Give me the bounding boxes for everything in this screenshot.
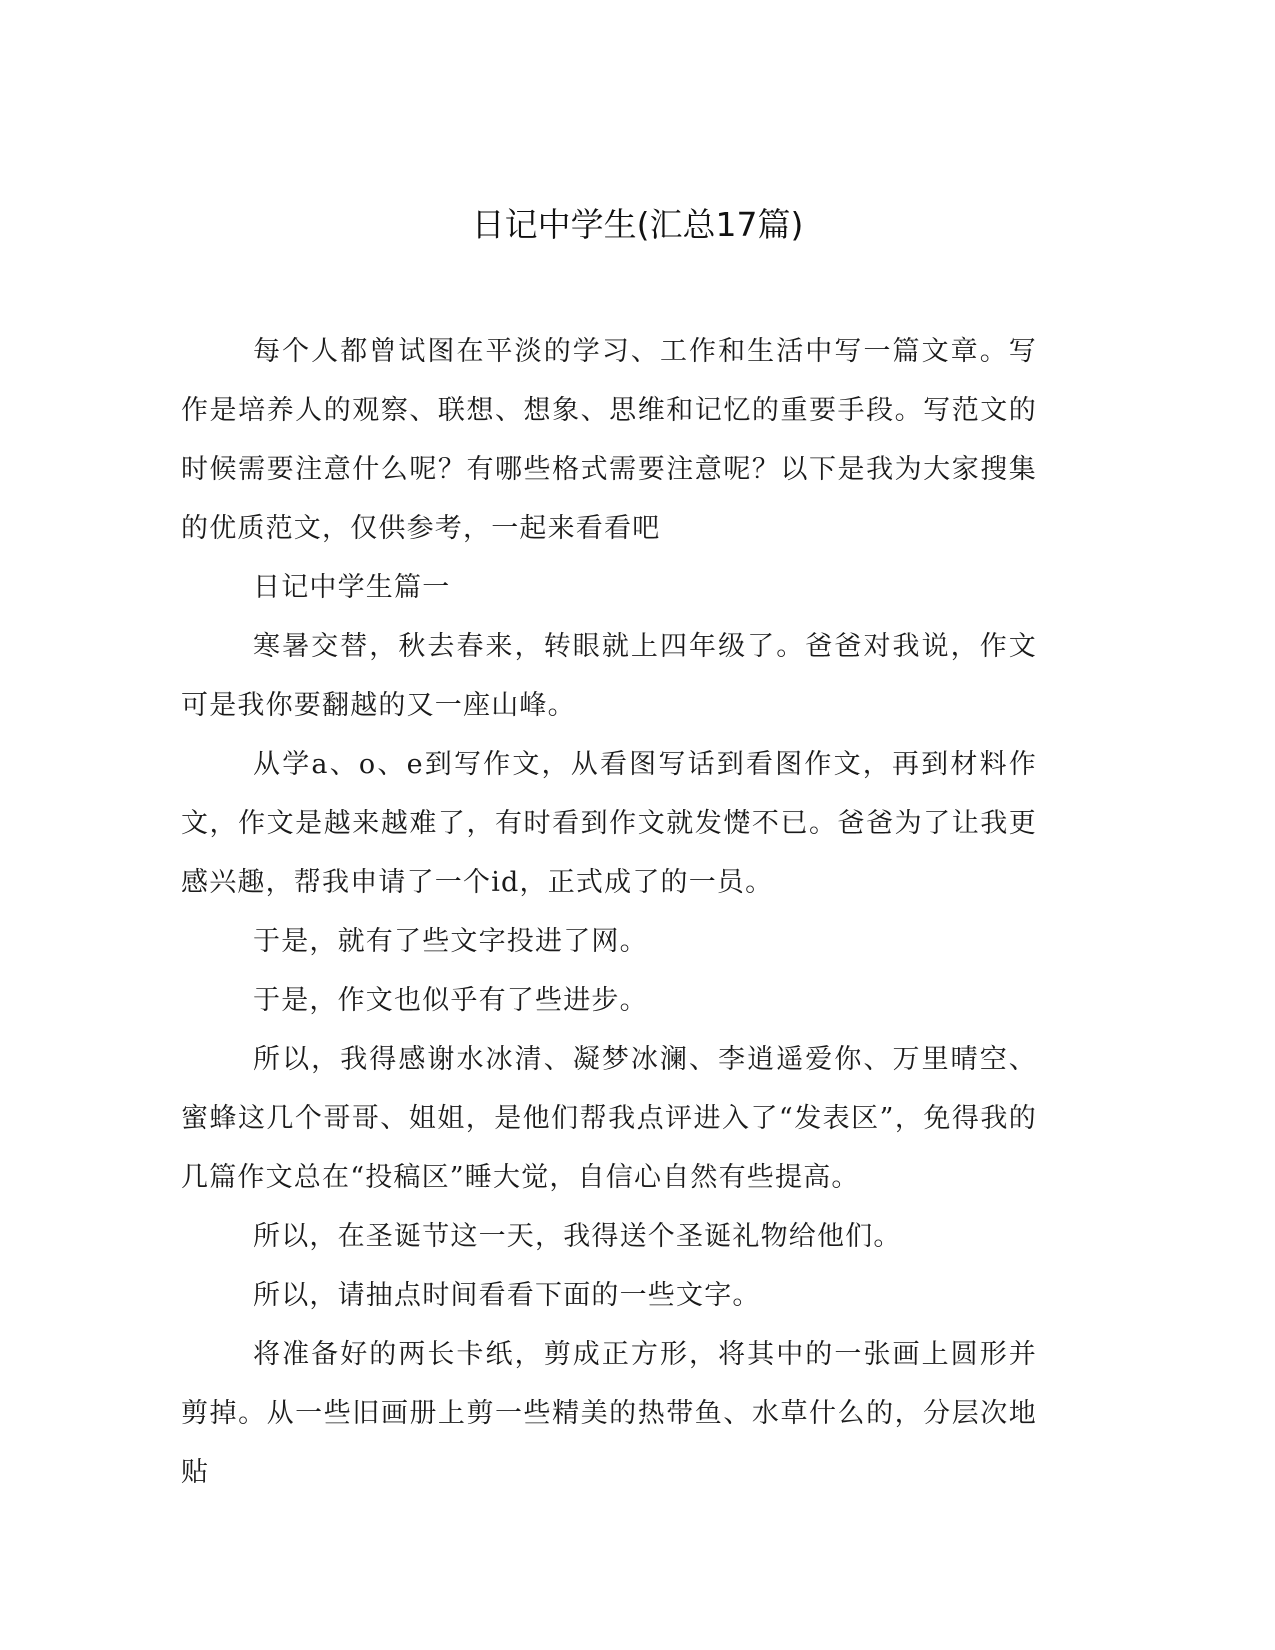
paragraph: 将准备好的两长卡纸，剪成正方形，将其中的一张画上圆形并剪掉。从一些旧画册上剪一些精美的热带鱼、水草什么的，分层次地贴 <box>181 1339 1037 1488</box>
paragraph: 所以，请抽点时间看看下面的一些文字。 <box>253 1280 761 1311</box>
document-body <box>181 322 1037 1502</box>
paragraph: 所以，我得感谢水冰清、凝梦冰澜、李逍遥爱你、万里晴空、蜜蜂这几个哥哥、姐姐，是他们帮我点评进入了“发表区”，免得我的几篇作文总在“投稿区”睡大觉，自信心自然有些提高。 <box>181 1044 1037 1193</box>
paragraph: 所以，在圣诞节这一天，我得送个圣诞礼物给他们。 <box>253 1221 902 1252</box>
paragraph: 于是，作文也似乎有了些进步。 <box>253 985 648 1016</box>
paragraph-intro: 每个人都曾试图在平淡的学习、工作和生活中写一篇文章。写作是培养人的观察、联想、想象、思维和记忆的重要手段。写范文的时候需要注意什么呢？有哪些格式需要注意呢？以下是我为大家搜集的优质范文，仅供参考，一起来看看吧 <box>181 336 1037 544</box>
paragraph: 于是，就有了些文字投进了网。 <box>253 926 648 957</box>
paragraph: 寒暑交替，秋去春来，转眼就上四年级了。爸爸对我说，作文可是我你要翻越的又一座山峰。 <box>181 631 1037 721</box>
document-title: 日记中学生(汇总17篇) <box>471 205 804 244</box>
paragraph: 从学a、o、e到写作文，从看图写话到看图作文，再到材料作文，作文是越来越难了，有时看到作文就发憷不已。爸爸为了让我更感兴趣，帮我申请了一个id，正式成了的一员。 <box>181 749 1037 898</box>
section-heading: 日记中学生篇一 <box>253 572 451 603</box>
